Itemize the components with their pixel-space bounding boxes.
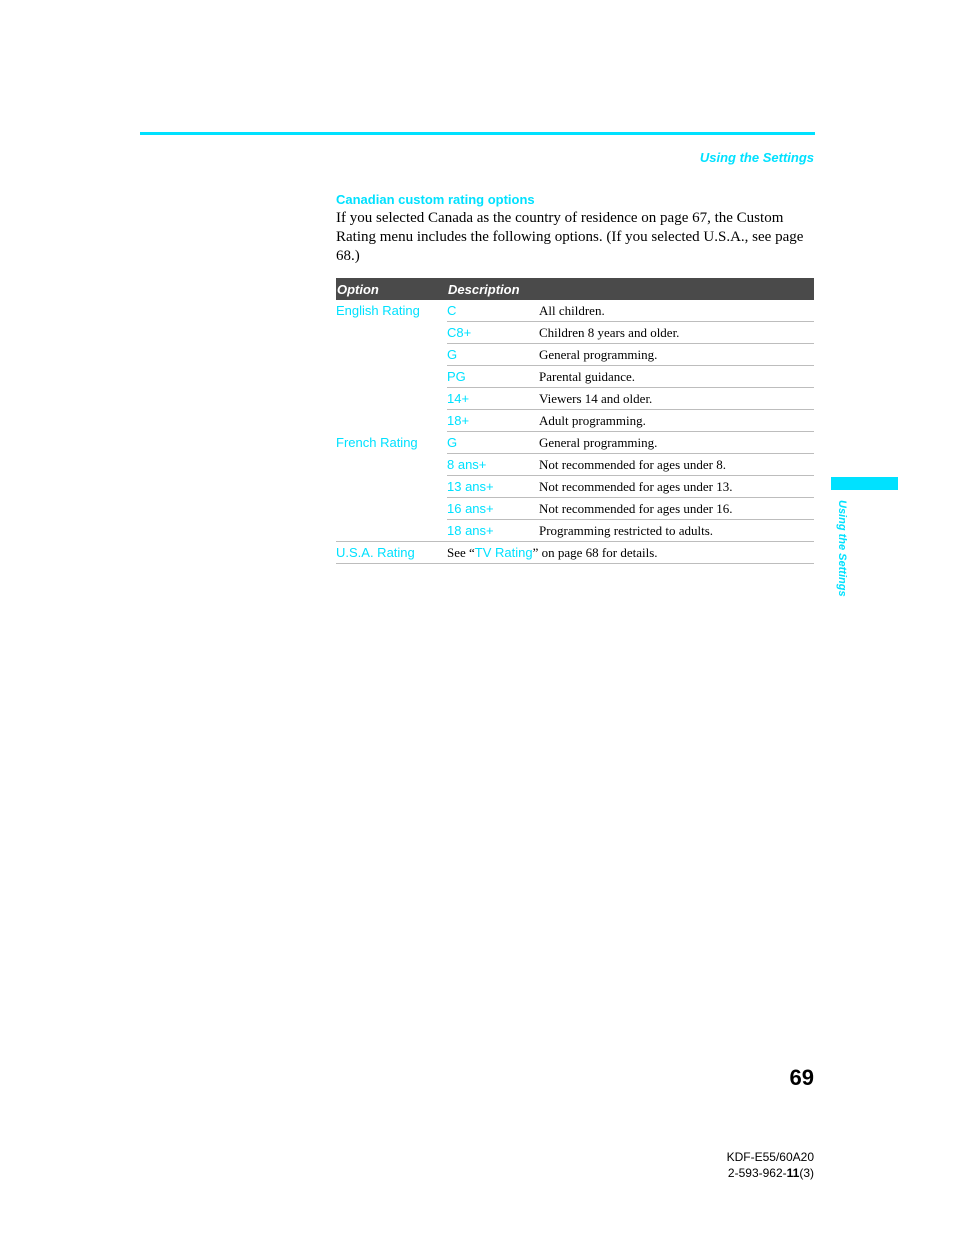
main-content <box>336 192 814 564</box>
table-header-row <box>336 278 814 300</box>
top-rule <box>140 132 815 135</box>
usa-desc-prefix: See “ <box>447 544 475 560</box>
rating-code[interactable]: PG <box>447 366 539 388</box>
side-tab-label: Using the Settings <box>836 500 848 597</box>
side-tab-marker <box>831 477 898 490</box>
option-english-rating[interactable]: English Rating <box>336 303 420 319</box>
rating-code[interactable]: 18+ <box>447 410 539 432</box>
code-prefix: 2-593-962- <box>727 1166 787 1180</box>
rating-description: Parental guidance. <box>539 366 814 388</box>
rating-description: General programming. <box>539 344 814 366</box>
rating-description: Programming restricted to adults. <box>539 520 814 542</box>
table-row <box>336 454 814 476</box>
table-row <box>336 322 814 344</box>
rating-code[interactable]: G <box>447 344 539 366</box>
tv-rating-link[interactable]: TV Rating <box>474 544 533 560</box>
table-row <box>336 498 814 520</box>
rating-description: Not recommended for ages under 13. <box>539 476 814 498</box>
table-row <box>336 542 814 564</box>
rating-description: Children 8 years and older. <box>539 322 814 344</box>
rating-code[interactable]: C8+ <box>447 322 539 344</box>
rating-description: General programming. <box>539 432 814 454</box>
rating-code[interactable]: 14+ <box>447 388 539 410</box>
usa-rating-description <box>447 542 814 564</box>
table-row <box>336 388 814 410</box>
table-row <box>336 366 814 388</box>
table-row <box>336 476 814 498</box>
rating-description: All children. <box>539 300 814 322</box>
rating-code[interactable]: 18 ans+ <box>447 520 539 542</box>
option-usa-rating[interactable]: U.S.A. Rating <box>336 542 447 564</box>
section-heading: Canadian custom rating options <box>336 192 535 207</box>
code-bold: 11 <box>786 1166 800 1180</box>
rating-options-table <box>336 278 814 564</box>
rating-description: Not recommended for ages under 8. <box>539 454 814 476</box>
table-row <box>336 410 814 432</box>
table-row <box>336 432 814 454</box>
rating-code[interactable]: 8 ans+ <box>447 454 539 476</box>
model-number: KDF-E55/60A20 <box>726 1150 814 1164</box>
model-info <box>727 1149 814 1181</box>
table-row <box>336 300 814 322</box>
column-header-option: Option <box>336 278 447 300</box>
page-number: 69 <box>789 1065 814 1090</box>
rating-code[interactable]: G <box>447 432 539 454</box>
table-row <box>336 344 814 366</box>
column-header-description: Description <box>447 278 814 300</box>
rating-code[interactable]: C <box>447 300 539 322</box>
intro-paragraph: If you selected Canada as the country of residence on page 67, the Custom Rating menu includes the following options. (If you selected U.S.A., see page 68.) <box>336 210 804 264</box>
rating-description: Adult programming. <box>539 410 814 432</box>
rating-code[interactable]: 13 ans+ <box>447 476 539 498</box>
document-code <box>727 1165 814 1181</box>
code-suffix: (3) <box>799 1166 814 1180</box>
rating-code[interactable]: 16 ans+ <box>447 498 539 520</box>
option-french-rating[interactable]: French Rating <box>336 435 418 450</box>
rating-description: Not recommended for ages under 16. <box>539 498 814 520</box>
table-row <box>336 520 814 542</box>
usa-desc-suffix: ” on page 68 for details. <box>532 544 658 560</box>
running-head: Using the Settings <box>699 150 814 165</box>
rating-description: Viewers 14 and older. <box>539 388 814 410</box>
